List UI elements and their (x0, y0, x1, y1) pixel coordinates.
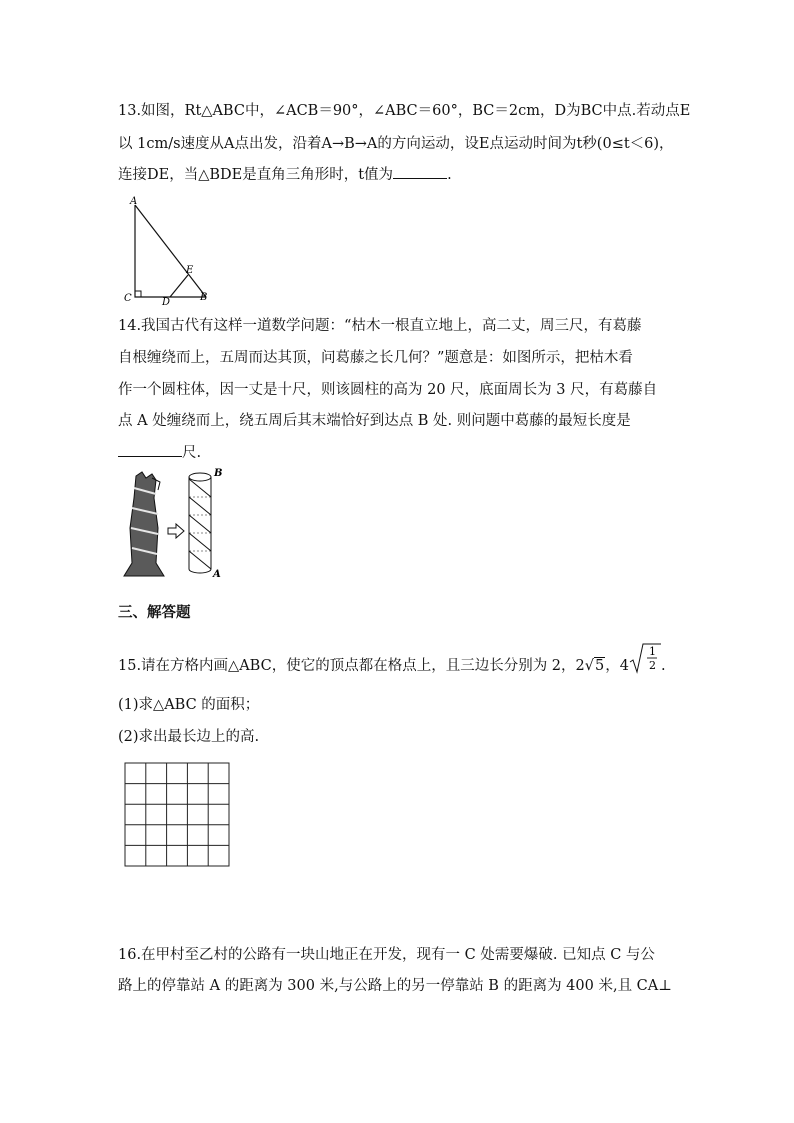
triangle-figure (118, 195, 218, 308)
label-B: B (214, 468, 223, 479)
frac-denominator: 2 (648, 659, 656, 672)
label-D: D (162, 297, 171, 308)
answer-blank (393, 164, 447, 179)
answer-blank (118, 442, 182, 457)
q15-part-1: (1)求△ABC 的面积； (118, 697, 260, 713)
q15-part-2: (2)求出最长边上的高. (118, 729, 260, 745)
q16-line-2: 路上的停靠站 A 的距离为 300 米,与公路上的另一停靠站 B 的距离为 400 米,且 CA⊥ (118, 978, 672, 994)
grid-figure (124, 762, 230, 868)
q14-line-2: 自根缠绕而上，五周而达其顶，问葛藤之长几何？”题意是：如图所示，把枯木看 (118, 350, 633, 366)
q16-line-1: 16.在甲村至乙村的公路有一块山地正在开发，现有一 C 处需要爆破. 已知点 C 与公 (118, 947, 655, 963)
label-A: A (213, 569, 221, 580)
q13-line-3-text: 连接DE，当△BDE是直角三角形时，t值为 (118, 167, 394, 183)
tree-vine-figure (118, 468, 228, 580)
q13-line-3-end: . (447, 167, 452, 183)
label-B: B (200, 292, 208, 303)
q13-line-3 (118, 164, 452, 185)
q14-line-3: 作一个圆柱体，因一丈是十尺，则该圆柱的高为 20 尺，底面周长为 3 尺，有葛藤自 (118, 382, 658, 398)
q15-text: 15.请在方格内画△ABC，使它的顶点都在格点上，且三边长分别为 2，2 (118, 658, 585, 674)
q14-line-4: 点 A 处缠绕而上，绕五周后其末端恰好到达点 B 处. 则问题中葛藤的最短长度是 (118, 413, 631, 429)
q13-line-2: 以 1cm/s速度从A点出发，沿着A→B→A的方向运动，设E点运动时间为t秒(0≤t＜6)， (118, 136, 674, 152)
q14-line-1: 14.我国古代有这样一道数学问题：“枯木一根直立地上，高二丈，周三尺，有葛藤 (118, 318, 642, 334)
label-A: A (130, 196, 138, 207)
q15-sep: ，4 (605, 658, 629, 674)
q15-end: . (660, 658, 666, 674)
q15-line-1 (118, 645, 666, 676)
frac-numerator: 1 (648, 645, 656, 658)
q13-line-1: 13.如图，Rt△ABC中，∠ACB＝90°，∠ABC＝60°，BC＝2cm，D为BC中点.若动点E (118, 103, 691, 119)
q14-line-5-end: 尺. (182, 445, 202, 461)
sqrt-fraction (629, 645, 661, 672)
label-E: E (186, 265, 194, 276)
sqrt-sign: √ (584, 658, 595, 674)
label-C: C (124, 293, 132, 304)
sqrt-arg: 5 (595, 658, 605, 674)
q14-line-5 (118, 442, 201, 463)
section-heading: 三、解答题 (118, 605, 191, 621)
